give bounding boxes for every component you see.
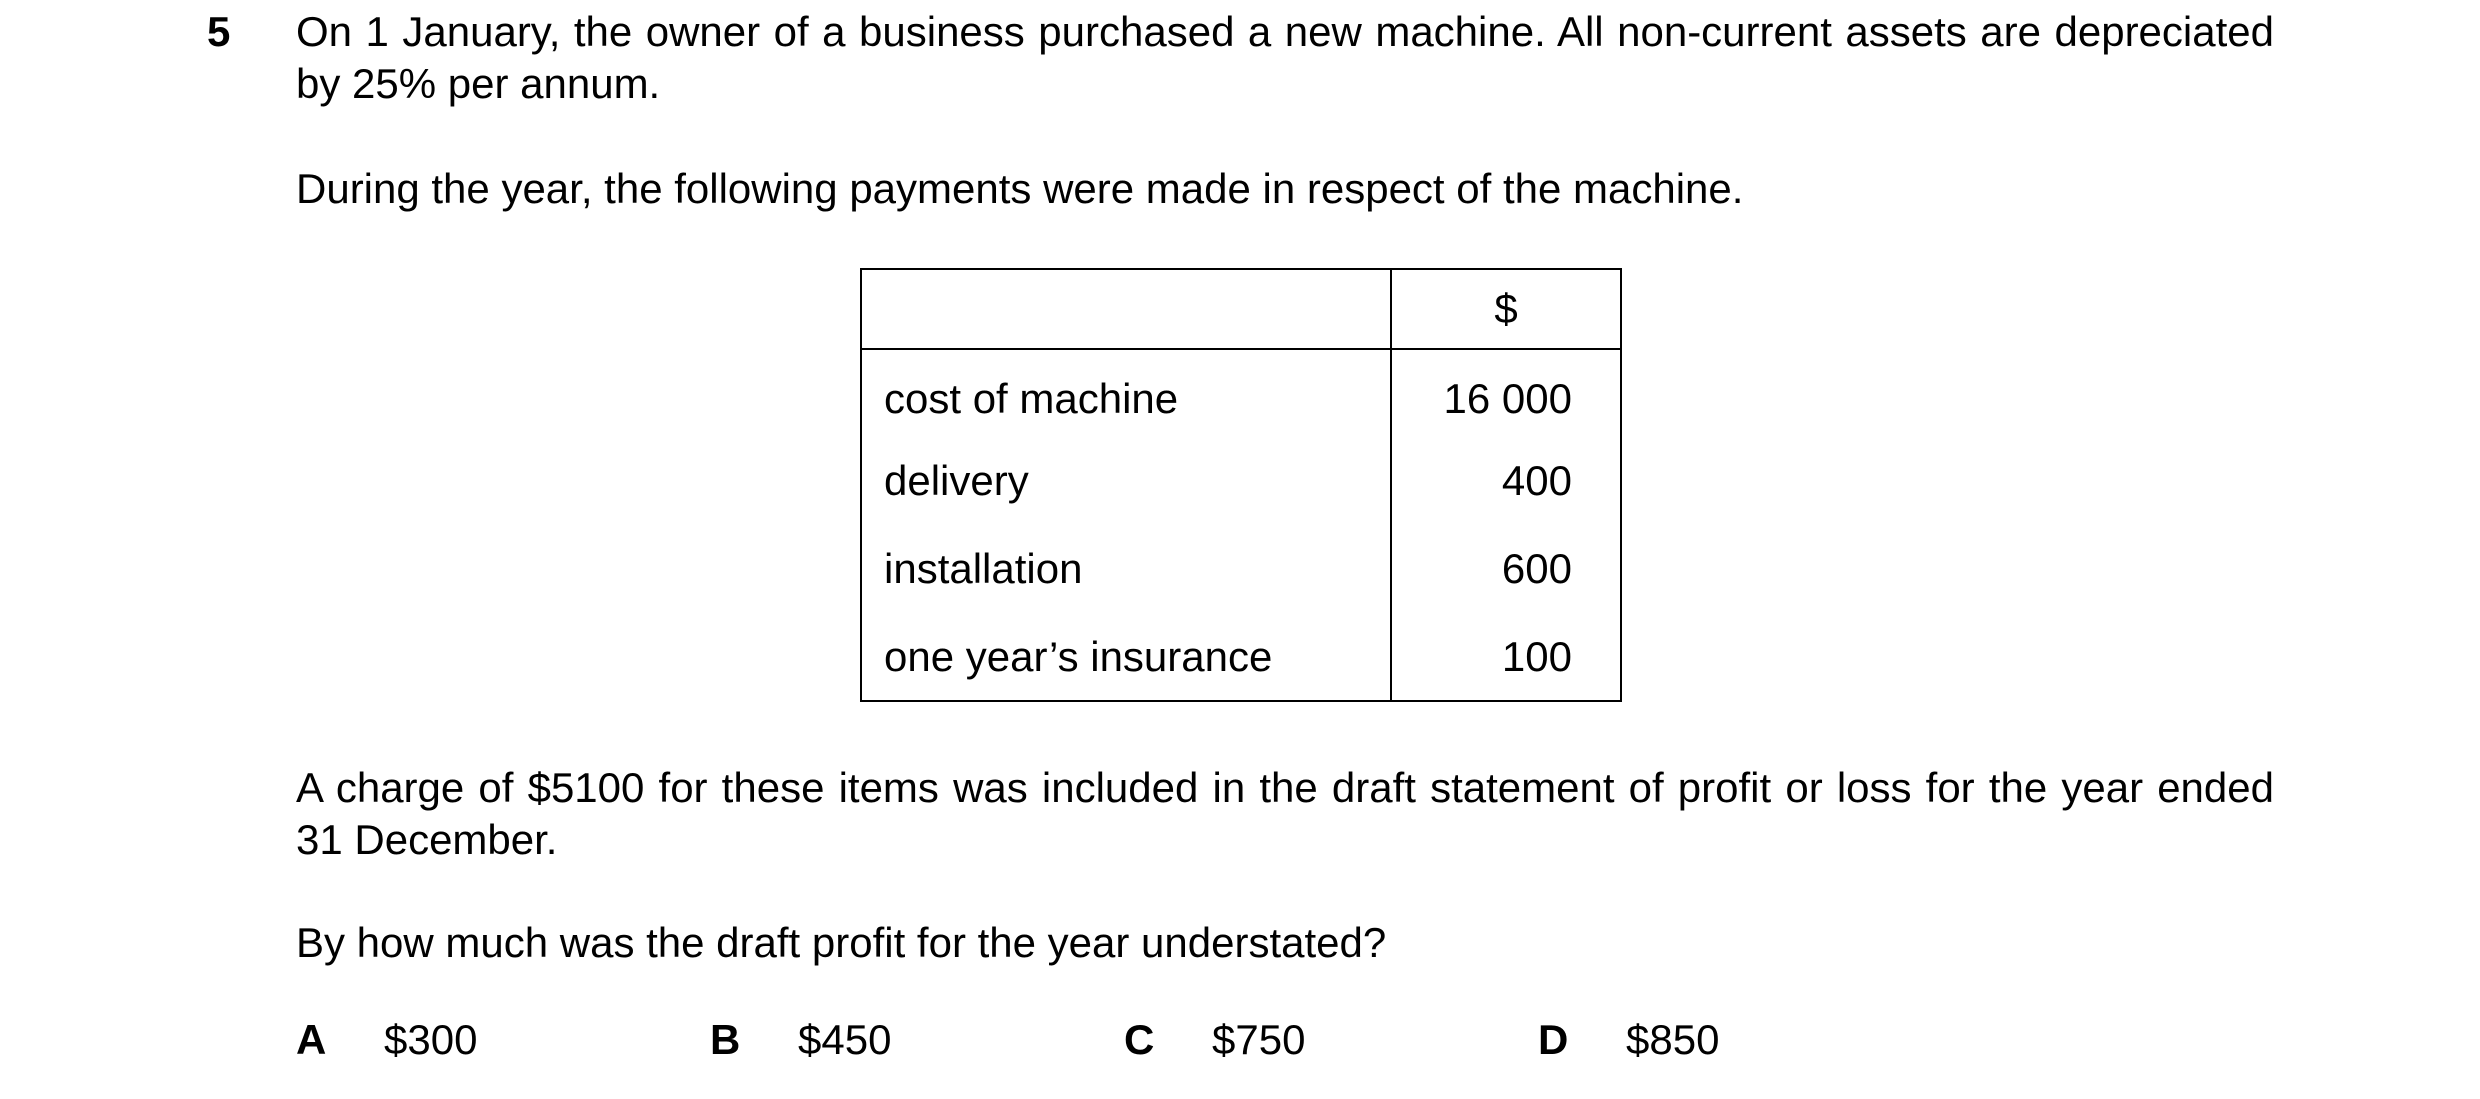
option-letter: C: [1124, 1016, 1155, 1063]
row-amount: 100: [1391, 613, 1621, 701]
question-prompt: By how much was the draft profit for the year understated?: [296, 919, 1387, 966]
question-lead-in: During the year, the following payments were made in respect of the machine.: [296, 165, 1744, 212]
row-amount: 600: [1391, 525, 1621, 613]
table-header-row: [861, 269, 1621, 349]
row-amount: 16 000: [1391, 349, 1621, 437]
table-header-currency: $: [1391, 269, 1621, 349]
question-number: 5: [207, 8, 231, 55]
table-header-item: [861, 269, 1391, 349]
table-row: [861, 613, 1621, 701]
option-letter: A: [296, 1016, 327, 1063]
option-value: $450: [798, 1016, 892, 1063]
row-item: delivery: [861, 437, 1391, 525]
option-value: $300: [384, 1016, 478, 1063]
row-amount: 400: [1391, 437, 1621, 525]
table-row: [861, 437, 1621, 525]
option-letter: B: [710, 1016, 741, 1063]
option-letter: D: [1538, 1016, 1569, 1063]
row-item: cost of machine: [861, 349, 1391, 437]
option-value: $750: [1212, 1016, 1306, 1063]
row-item: one year’s insurance: [861, 613, 1391, 701]
question-statement: A charge of $5100 for these items was included in the draft statement of profit or loss for the year ended 31 December.: [296, 764, 2274, 863]
payments-table: [860, 268, 1622, 702]
table-row: [861, 349, 1621, 437]
option-value: $850: [1626, 1016, 1720, 1063]
table-row: [861, 525, 1621, 613]
row-item: installation: [861, 525, 1391, 613]
answer-options: [0, 1014, 2480, 1070]
question-intro: On 1 January, the owner of a business purchased a new machine. All non-current assets are depreciated by 25% per annum.: [296, 8, 2274, 107]
